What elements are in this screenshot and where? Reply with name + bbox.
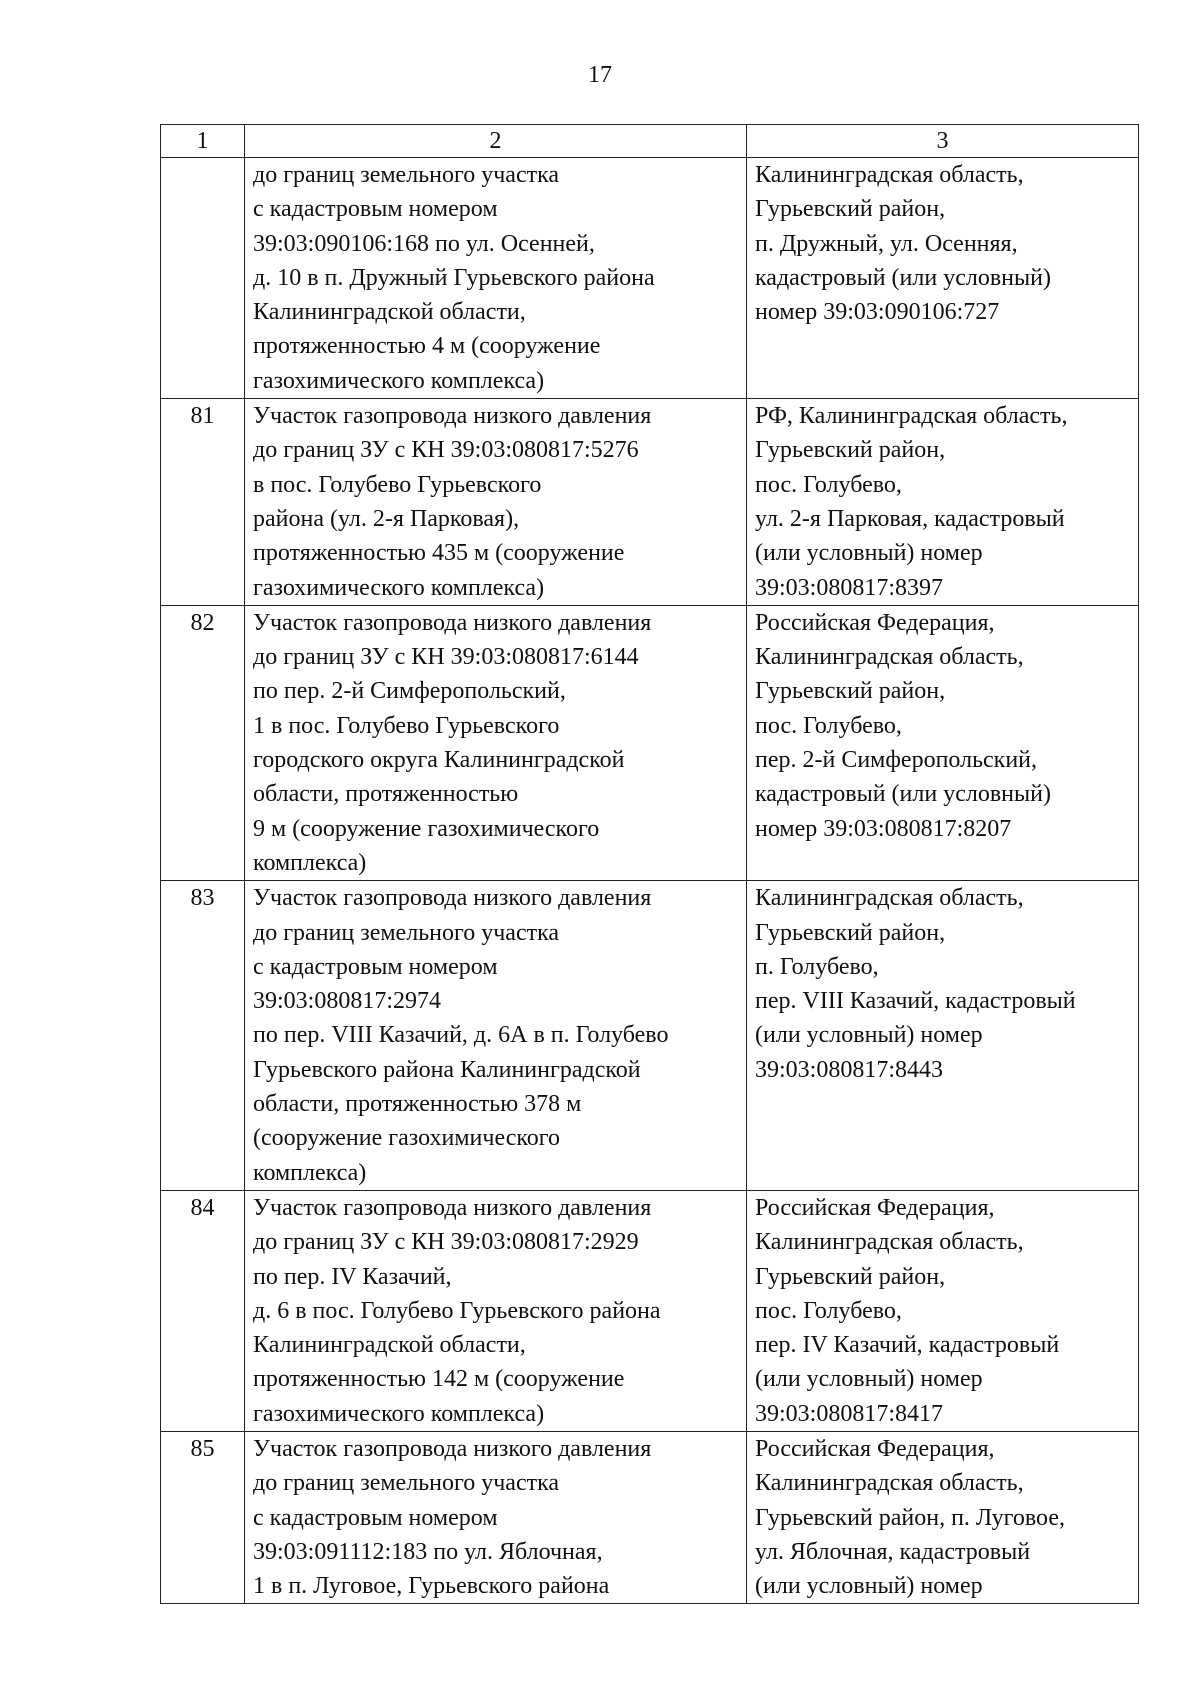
row-number <box>161 158 245 399</box>
object-location: РФ, Калининградская область, Гурьевский район, пос. Голубево, ул. 2-я Парковая, кадастровый (или условный) номер 39:03:080817:8397 <box>747 399 1139 606</box>
row-number: 84 <box>161 1190 245 1431</box>
objects-table <box>160 124 1139 1604</box>
row-number: 82 <box>161 605 245 880</box>
object-location: Российская Федерация, Калининградская область, Гурьевский район, пос. Голубево, пер. IV Казачий, кадастровый (или условный) номер 39:03:080817:8417 <box>747 1190 1139 1431</box>
row-number: 81 <box>161 399 245 606</box>
row-number: 85 <box>161 1431 245 1603</box>
table-row <box>161 881 1139 1191</box>
page-number: 17 <box>588 62 612 88</box>
object-description: Участок газопровода низкого давления до границ земельного участка с кадастровым номером 39:03:091112:183 по ул. Яблочная, 1 в п. Луговое, Гурьевского района <box>245 1431 747 1603</box>
object-location: Российская Федерация, Калининградская область, Гурьевский район, пос. Голубево, пер. 2-й Симферопольский, кадастровый (или условный) номер 39:03:080817:8207 <box>747 605 1139 880</box>
object-description: Участок газопровода низкого давления до границ ЗУ с КН 39:03:080817:5276 в пос. Голубево Гурьевского района (ул. 2-я Парковая), протяженностью 435 м (сооружение газохимического комплекса) <box>245 399 747 606</box>
table-row <box>161 1431 1139 1603</box>
table-row <box>161 158 1139 399</box>
table-row <box>161 399 1139 606</box>
object-description: до границ земельного участка с кадастровым номером 39:03:090106:168 по ул. Осенней, д. 10 в п. Дружный Гурьевского района Калининградской области, протяженностью 4 м (сооружение газохимического комплекса) <box>245 158 747 399</box>
object-description: Участок газопровода низкого давления до границ ЗУ с КН 39:03:080817:2929 по пер. IV Казачий, д. 6 в пос. Голубево Гурьевского района Калининградской области, протяженностью 142 м (сооружение газохимического комплекса) <box>245 1190 747 1431</box>
row-number: 83 <box>161 881 245 1191</box>
table-header-row <box>161 125 1139 158</box>
object-description: Участок газопровода низкого давления до границ земельного участка с кадастровым номером 39:03:080817:2974 по пер. VIII Казачий, д. 6А в п. Голубево Гурьевского района Калининградской области, протяженностью 378 м (сооружение газохимического комплекса) <box>245 881 747 1191</box>
column-header-location: 3 <box>747 125 1139 158</box>
object-location: Калининградская область, Гурьевский район, п. Голубево, пер. VIII Казачий, кадастровый (или условный) номер 39:03:080817:8443 <box>747 881 1139 1191</box>
object-location: Российская Федерация, Калининградская область, Гурьевский район, п. Луговое, ул. Яблочная, кадастровый (или условный) номер <box>747 1431 1139 1603</box>
column-header-description: 2 <box>245 125 747 158</box>
object-location: Калининградская область, Гурьевский район, п. Дружный, ул. Осенняя, кадастровый (или условный) номер 39:03:090106:727 <box>747 158 1139 399</box>
table-row <box>161 1190 1139 1431</box>
object-description: Участок газопровода низкого давления до границ ЗУ с КН 39:03:080817:6144 по пер. 2-й Симферопольский, 1 в пос. Голубево Гурьевского городского округа Калининградской области, протяженностью 9 м (сооружение газохимического комплекса) <box>245 605 747 880</box>
table-row <box>161 605 1139 880</box>
column-header-number: 1 <box>161 125 245 158</box>
